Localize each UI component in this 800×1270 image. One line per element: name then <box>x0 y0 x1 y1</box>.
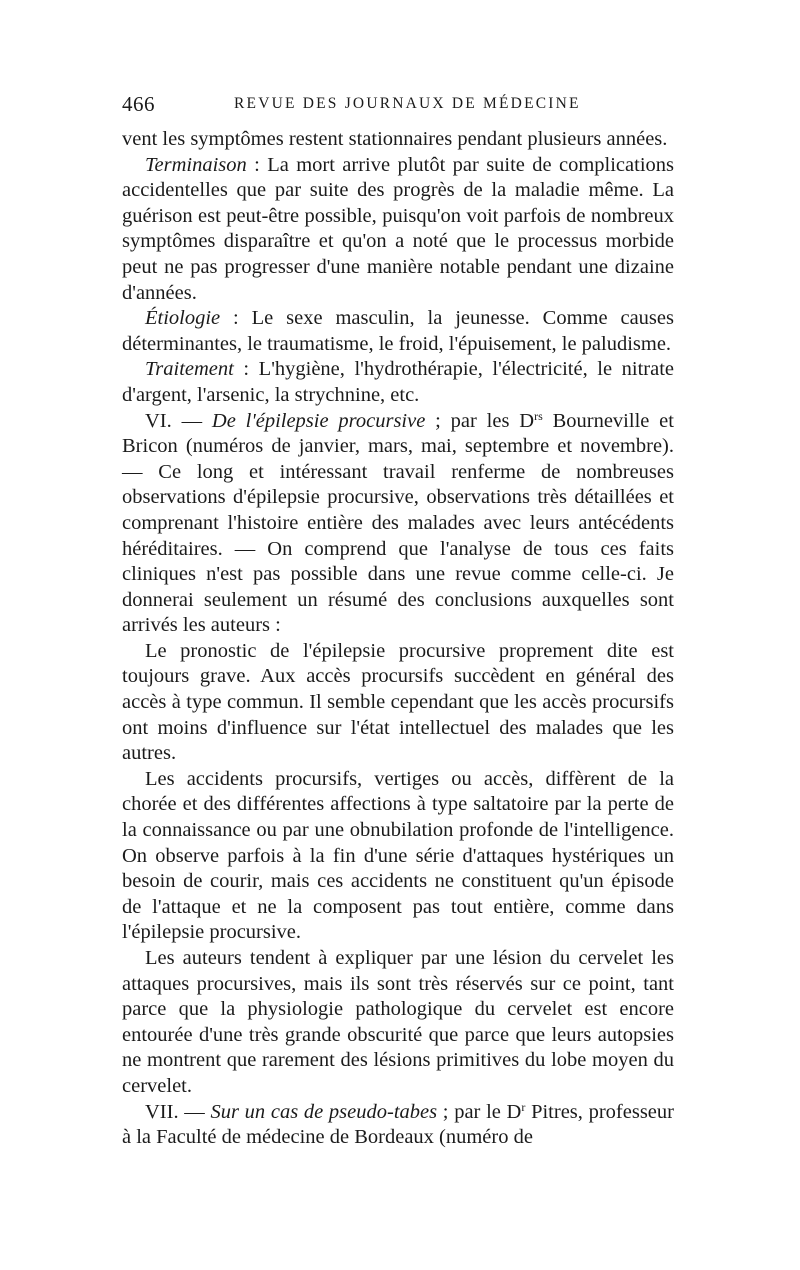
section-number: VI. — <box>145 409 212 432</box>
paragraph-text: : L'hygiène, l'hydrothérapie, l'électricité, le nitrate d'argent, l'arsenic, la strychnine, etc. <box>122 358 674 406</box>
paragraph-text: : La mort arrive plutôt par suite de complications accidentelles que par suite des progrès de la maladie même. La guérison est peut-être possible, puisqu'on voit parfois de nombreux symptômes disparaître et qu'on a noté que le processus morbide peut ne pas progresser d'une manière notable pendant une dizaine d'années. <box>122 153 674 304</box>
superscript: rs <box>534 408 543 423</box>
paragraph-continuation: vent les symptômes restent stationnaires pendant plusieurs années. <box>122 128 668 150</box>
paragraph-text: Bourneville et Bricon (numéros de janvier, mars, mai, septembre et novembre). — Ce long et intéressant travail renferme de nombreuses observations d'épilepsie procursive, observations très détaillées et comprenant l'histoire entière des malades avec leurs antécédents héréditaires. — On comprend que l'analyse de tous ces faits cliniques n'est pas possible dans une revue comme celle-ci. Je donnerai seulement un résumé des conclusions auxquelles sont arrivés les auteurs : <box>122 409 674 637</box>
article-title: Sur un cas de pseudo-tabes <box>210 1100 438 1123</box>
section-label-terminaison: Terminaison <box>145 153 247 176</box>
paragraph-text: : Le sexe masculin, la jeunesse. Comme causes déterminantes, le traumatisme, le froid, l'épuisement, le paludisme. <box>122 307 674 355</box>
section-label-traitement: Traitement <box>145 358 234 381</box>
section-label-etiologie: Étiologie <box>145 307 221 330</box>
page-number: 466 <box>122 92 155 116</box>
article-title: De l'épilepsie procursive <box>211 409 426 432</box>
page-header <box>122 92 674 118</box>
paragraph-section-vii <box>122 1100 674 1151</box>
running-title: REVUE DES JOURNAUX DE MÉDECINE <box>234 95 581 112</box>
paragraph-etiologie <box>122 306 674 357</box>
body-text <box>122 127 674 1151</box>
paragraph-terminaison <box>122 153 674 307</box>
section-number: VII. — <box>145 1100 211 1123</box>
paragraph-text: ; par les D <box>425 409 535 432</box>
superscript: r <box>521 1099 526 1114</box>
paragraph-text: Pitres, professeur à la Faculté de médecine de Bordeaux (numéro de <box>122 1100 674 1149</box>
paragraph-auteurs: Les auteurs tendent à expliquer par une lésion du cervelet les attaques procursives, mais ils sont très réservés sur ce point, tant parce que la physiologie pathologique du cervelet est encore entourée d'une très grande obscurité que parce que leurs autopsies ne montrent que rarement des lésions primitives du lobe moyen du cervelet. <box>122 947 674 1097</box>
paragraph-text: ; par le D <box>437 1100 522 1123</box>
paragraph-pronostic: Le pronostic de l'épilepsie procursive proprement dite est toujours grave. Aux accès procursifs succèdent en général des accès à type commun. Il semble cependant que les accès procursifs ont moins d'influence sur l'état intellectuel des malades que les autres. <box>122 639 674 765</box>
paragraph-traitement <box>122 357 674 408</box>
paragraph-section-vi <box>122 409 674 639</box>
paragraph-accidents: Les accidents procursifs, vertiges ou accès, diffèrent de la chorée et des différentes affections à type saltatoire par la perte de la connaissance ou par une obnubilation profonde de l'intelligence. On observe parfois à la fin d'une série d'attaques hystériques un besoin de courir, mais ces accidents ne constituent qu'un épisode de l'attaque et ne la composent pas tout entière, comme dans l'épilepsie procursive. <box>122 767 674 944</box>
